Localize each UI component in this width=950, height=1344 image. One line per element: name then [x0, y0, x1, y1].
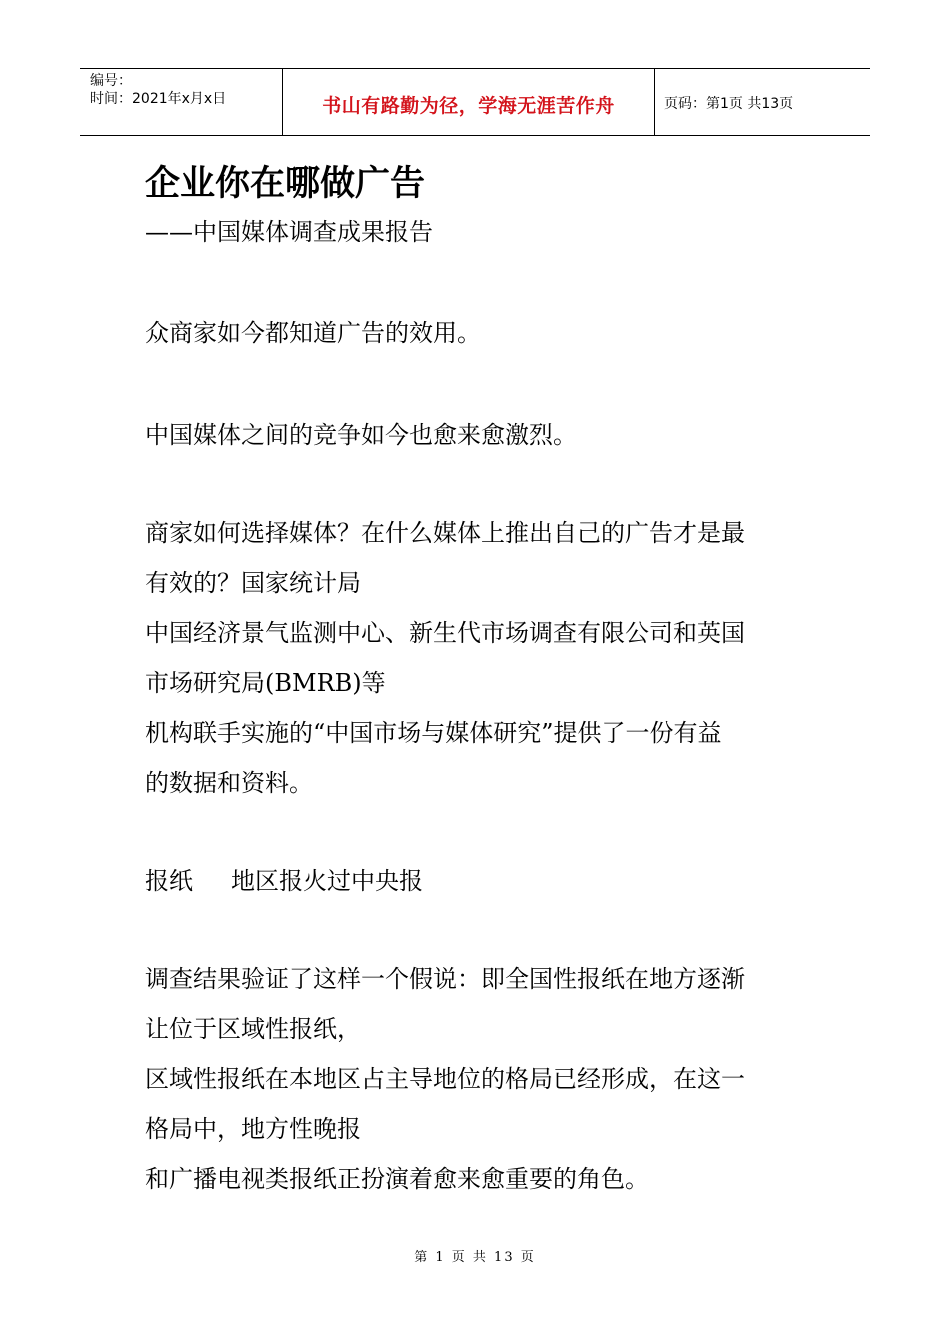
- section-text: 地区报火过中央报: [231, 867, 423, 895]
- page-header: [80, 68, 870, 136]
- paragraph-line: 有效的？国家统计局: [145, 569, 361, 597]
- paragraph-line: 中国媒体之间的竞争如今也愈来愈激烈。: [145, 421, 577, 449]
- header-meta: [80, 69, 282, 135]
- paragraph: [145, 954, 810, 1204]
- header-page-info: 页码：第1页 共13页: [664, 96, 794, 112]
- header-motto: 书山有路勤为径，学海无涯苦作舟: [282, 69, 655, 135]
- paragraph: [145, 308, 810, 358]
- time-label: 时间：2021年x月x日: [90, 91, 227, 107]
- paragraph-line: 和广播电视类报纸正扮演着愈来愈重要的角色。: [145, 1165, 649, 1193]
- paragraph-line: 机构联手实施的“中国市场与媒体研究”提供了一份有益: [145, 719, 722, 747]
- paragraph-line: 众商家如今都知道广告的效用。: [145, 319, 481, 347]
- paragraph-line: 让位于区域性报纸，: [145, 1015, 361, 1043]
- section-label: 报纸: [145, 867, 193, 895]
- page-footer: 第 1 页 共 13 页: [414, 1250, 536, 1265]
- paragraph-line: 商家如何选择媒体？在什么媒体上推出自己的广告才是最: [145, 519, 745, 547]
- paragraph-line: 调查结果验证了这样一个假说：即全国性报纸在地方逐渐: [145, 965, 745, 993]
- serial-number-label: 编号：: [90, 73, 132, 89]
- paragraph: [145, 508, 810, 808]
- paragraph: [145, 410, 810, 460]
- paragraph-line: 的数据和资料。: [145, 769, 313, 797]
- paragraph-line: 市场研究局(BMRB)等: [145, 669, 386, 697]
- section-heading: [145, 856, 810, 906]
- document-subtitle: ——中国媒体调查成果报告: [145, 218, 433, 246]
- paragraph-line: 区域性报纸在本地区占主导地位的格局已经形成，在这一: [145, 1065, 745, 1093]
- paragraph-line: 格局中，地方性晚报: [145, 1115, 361, 1143]
- document-title: 企业你在哪做广告: [145, 163, 426, 204]
- paragraph-line: 中国经济景气监测中心、新生代市场调查有限公司和英国: [145, 619, 745, 647]
